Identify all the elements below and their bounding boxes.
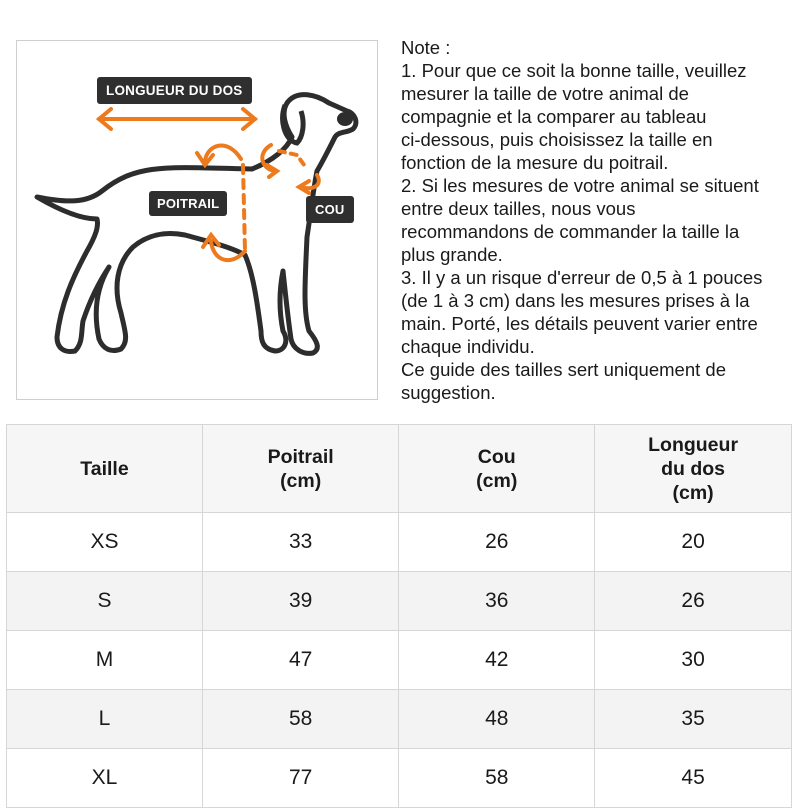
- cell-back-length: 30: [595, 631, 792, 690]
- cell-back-length: 45: [595, 749, 792, 808]
- cell-chest: 33: [202, 513, 398, 572]
- note-line: chaque individu.: [401, 336, 535, 357]
- header-chest: Poitrail (cm): [202, 425, 398, 513]
- note-line: 3. Il y a un risque d'erreur de 0,5 à 1 pouces: [401, 267, 763, 288]
- cell-chest: 39: [202, 572, 398, 631]
- cell-neck: 48: [399, 690, 595, 749]
- cell-neck: 26: [399, 513, 595, 572]
- note-line: mesurer la taille de votre animal de: [401, 83, 689, 104]
- note-line: fonction de la mesure du poitrail.: [401, 152, 669, 173]
- cell-back-length: 26: [595, 572, 792, 631]
- cell-size: XL: [7, 749, 203, 808]
- cell-size: M: [7, 631, 203, 690]
- header-size: Taille: [7, 425, 203, 513]
- table-row: [7, 572, 792, 631]
- neck-arrow-icon: [262, 145, 319, 193]
- cell-back-length: 20: [595, 513, 792, 572]
- cell-size: XS: [7, 513, 203, 572]
- table-header-row: [7, 425, 792, 513]
- note-line: suggestion.: [401, 382, 496, 403]
- table-row: [7, 513, 792, 572]
- note-line: main. Porté, les détails peuvent varier entre: [401, 313, 758, 334]
- cell-neck: 58: [399, 749, 595, 808]
- table-row: [7, 749, 792, 808]
- back-length-label: LONGUEUR DU DOS: [97, 77, 252, 104]
- dog-body-icon: [37, 95, 356, 354]
- dog-nose-icon: [337, 112, 353, 126]
- cell-neck: 36: [399, 572, 595, 631]
- dog-measurement-diagram: [16, 40, 378, 400]
- note-title: Note :: [401, 37, 451, 58]
- note-line: recommandons de commander la taille la: [401, 221, 740, 242]
- table-row: [7, 690, 792, 749]
- note-line: compagnie et la comparer au tableau: [401, 106, 707, 127]
- note-line: entre deux tailles, nous vous: [401, 198, 636, 219]
- sizing-note: [401, 36, 800, 404]
- size-chart-table: [6, 424, 792, 808]
- cell-neck: 42: [399, 631, 595, 690]
- note-line: (de 1 à 3 cm) dans les mesures prises à la: [401, 290, 750, 311]
- header-neck: Cou (cm): [399, 425, 595, 513]
- cell-chest: 77: [202, 749, 398, 808]
- neck-label: COU: [306, 196, 354, 223]
- cell-size: S: [7, 572, 203, 631]
- cell-size: L: [7, 690, 203, 749]
- note-line: 1. Pour que ce soit la bonne taille, veuillez: [401, 60, 747, 81]
- note-line: plus grande.: [401, 244, 503, 265]
- note-line: Ce guide des tailles sert uniquement de: [401, 359, 726, 380]
- cell-back-length: 35: [595, 690, 792, 749]
- cell-chest: 47: [202, 631, 398, 690]
- cell-chest: 58: [202, 690, 398, 749]
- header-back-length: Longueur du dos (cm): [595, 425, 792, 513]
- table-row: [7, 631, 792, 690]
- chest-label: POITRAIL: [149, 191, 227, 216]
- note-line: ci-dessous, puis choisissez la taille en: [401, 129, 713, 150]
- note-line: 2. Si les mesures de votre animal se situent: [401, 175, 759, 196]
- back-length-arrow-icon: [99, 109, 255, 129]
